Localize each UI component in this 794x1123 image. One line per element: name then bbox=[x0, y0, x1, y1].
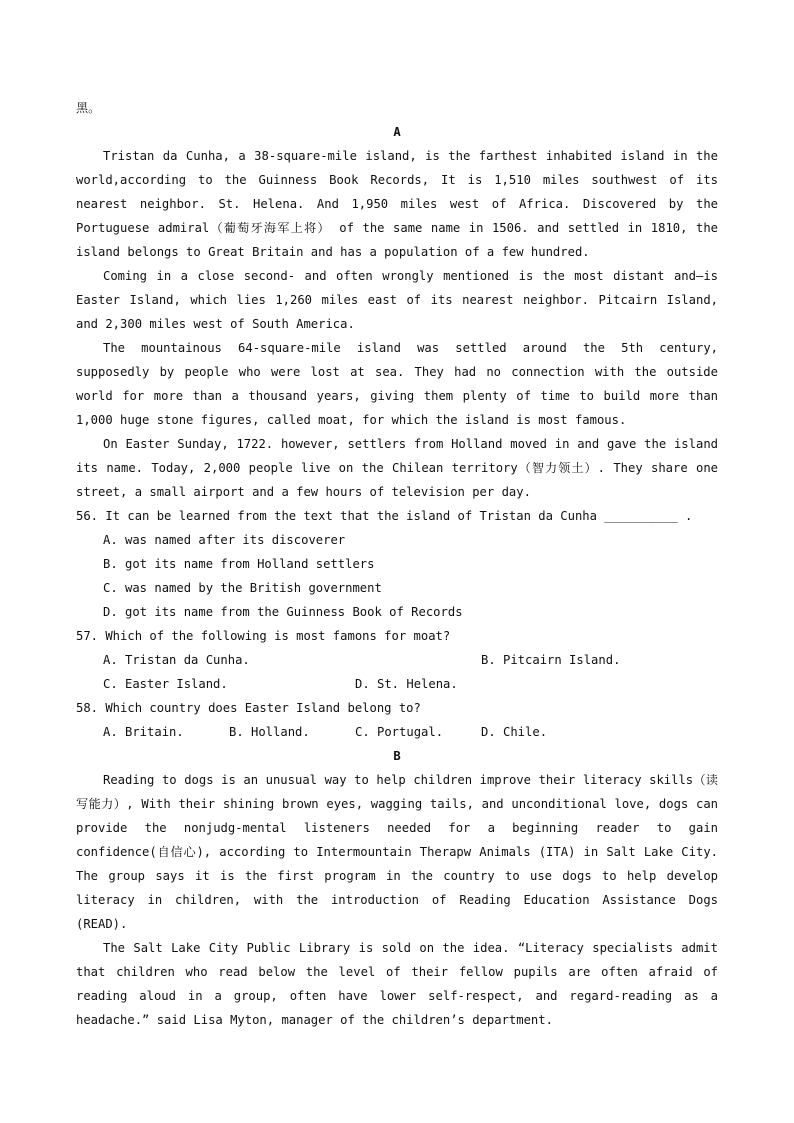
question-56-stem: 56. It can be learned from the text that the island of Tristan da Cunha __________ . bbox=[76, 509, 693, 523]
question-57-option-b: B. Pitcairn Island. bbox=[481, 653, 621, 667]
question-57-option-a: A. Tristan da Cunha. bbox=[103, 653, 250, 667]
question-58-stem: 58. Which country does Easter Island belong to? bbox=[76, 701, 421, 715]
question-58-options bbox=[76, 720, 718, 744]
passage-a-title: A bbox=[393, 125, 401, 139]
passage-a-paragraph: The mountainous 64-square-mile island was settled around the 5th century, supposedly by people who were lost at sea. They had no connection with the outside world for more than a thousand years, giving them plenty of time to build more than 1,000 huge stone figures, called moat, for which the island is most famous. bbox=[76, 341, 718, 427]
question-56-options bbox=[76, 528, 718, 624]
passage-a-paragraph: Tristan da Cunha, a 38-square-mile island, is the farthest inhabited island in the world,according to the Guinness Book Records, It is 1,510 miles southwest of its nearest neighbor. St. Helena. And 1,950 miles west of Africa. Discovered by the Portuguese admiral（葡萄牙海军上将） of the same name in 1506. and settled in 1810, the island belongs to Great Britain and has a population of a few hundred. bbox=[76, 149, 718, 259]
question-56-option-b: B. got its name from Holland settlers bbox=[103, 557, 375, 571]
passage-a-paragraph: Coming in a close second- and often wrongly mentioned is the most distant and—is Easter Island, which lies 1,260 miles east of its nearest neighbor. Pitcairn Island, and 2,300 miles west of South America. bbox=[76, 269, 718, 331]
question-58-option-c: C. Portugal. bbox=[355, 725, 444, 739]
question-56-option-c: C. was named by the British government bbox=[103, 581, 382, 595]
passage-b-paragraph: Reading to dogs is an unusual way to help children improve their literacy skills（读写能力）, With their shining brown eyes, wagging tails, and unconditional love, dogs can provide the nonjudg-mental listeners needed for a beginning reader to gain confidence(自信心), according to Intermountain Therapw Animals (ITA) in Salt Lake City. The group says it is the first program in the country to use dogs to help develop literacy in children, with the introduction of Reading Education Assistance Dogs (READ). bbox=[76, 773, 718, 931]
question-57-stem: 57. Which of the following is most famons for moat? bbox=[76, 629, 451, 643]
passage-a-paragraph: On Easter Sunday, 1722. however, settlers from Holland moved in and gave the island its name. Today, 2,000 people live on the Chilean territory（智力领土）. They share one street, a small airport and a few hours of television per day. bbox=[76, 437, 718, 499]
question-56-option-d: D. got its name from the Guinness Book of Records bbox=[103, 605, 463, 619]
question-56-option-a: A. was named after its discoverer bbox=[103, 533, 346, 547]
question-58-option-d: D. Chile. bbox=[481, 725, 548, 739]
question-57-options bbox=[76, 648, 718, 696]
top-fragment: 黑。 bbox=[76, 101, 101, 115]
document-page bbox=[76, 96, 718, 1032]
question-58-option-a: A. Britain. bbox=[103, 725, 184, 739]
question-57-option-c: C. Easter Island. bbox=[103, 677, 228, 691]
question-57-option-d: D. St. Helena. bbox=[355, 677, 458, 691]
passage-b-title: B bbox=[393, 749, 401, 763]
passage-b-paragraph: The Salt Lake City Public Library is sold on the idea. “Literacy specialists admit that children who read below the level of their fellow pupils are often afraid of reading aloud in a group, often have lower self-respect, and regard-reading as a headache.” said Lisa Myton, manager of the children’s department. bbox=[76, 941, 718, 1027]
question-58-option-b: B. Holland. bbox=[229, 725, 310, 739]
